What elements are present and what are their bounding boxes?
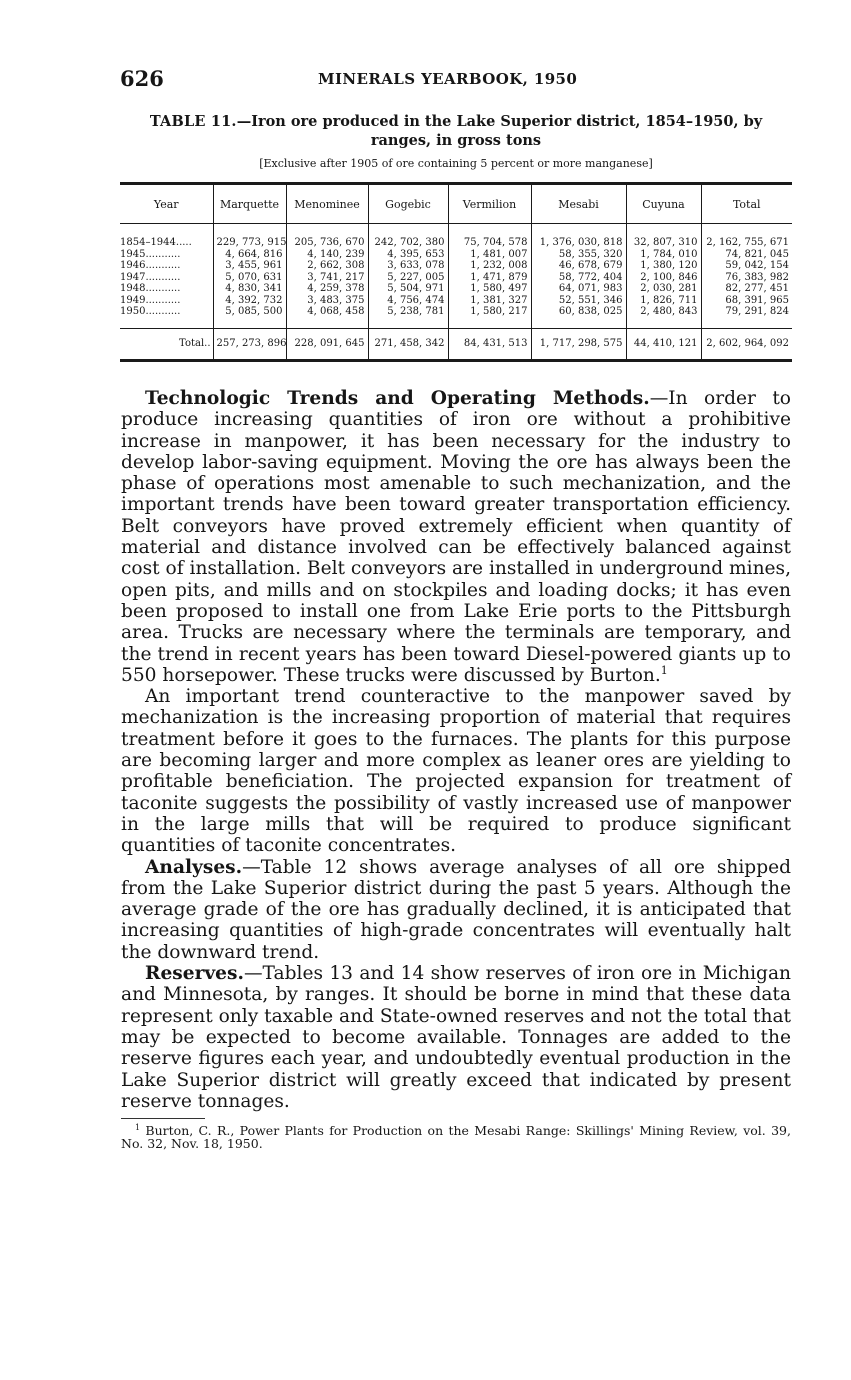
total-value: 2, 602, 964, 092 — [701, 328, 792, 360]
total-value: 271, 458, 342 — [368, 328, 448, 360]
total-value: 228, 091, 645 — [286, 328, 368, 360]
paragraph-counteractive-trend — [121, 686, 791, 856]
paragraph-reserves — [121, 963, 791, 1112]
total-value: 84, 431, 513 — [448, 328, 531, 360]
table-caption-line1: —Iron ore produced in the Lake Superior district, 1854–1950, by — [236, 113, 763, 130]
section-heading: Reserves. — [145, 963, 244, 985]
paragraph-text: —Tables 13 and 14 show reserves of iron ore in Michigan and Minnesota, by ranges. It should be borne in mind that these data represent only taxable and State-owned reserves and not the total that may be expected to become available. Tonnages are added to the reserve figures each year, and undoubtedly eventual production in the Lake Superior district will greatly exceed that indicated by present reserve tonnages. — [121, 963, 792, 1112]
total-value: 44, 410, 121 — [626, 328, 701, 360]
total-label: Total.. — [120, 328, 213, 360]
paragraph-analyses — [121, 857, 791, 963]
paragraph-text: —Table 12 shows average analyses of all ore shipped from the Lake Superior district during the past 5 years. Although the average grade of the ore has gradually declined, it is anticipated that increasing quantities of high-grade concentrates will eventually halt the downward trend. — [121, 856, 791, 963]
body-text — [121, 388, 791, 1112]
menominee-cell: 205, 736, 670 4, 140, 239 2, 662, 308 3, 741, 217 4, 259, 378 3, 483, 375 4, 068, 458 — [286, 224, 368, 329]
column-header: Vermilion — [448, 184, 531, 224]
total-cell: 2, 162, 755, 671 74, 821, 045 59, 042, 154 76, 383, 982 82, 277, 451 68, 391, 965 79, 291, 824 — [701, 224, 792, 329]
table-caption — [120, 112, 792, 150]
column-header: Mesabi — [531, 184, 626, 224]
footnote — [121, 1124, 791, 1150]
total-value: 257, 273, 896 — [213, 328, 286, 360]
column-header: Total — [701, 184, 792, 224]
footnote-reference: 1 — [660, 663, 668, 677]
table-caption-label: TABLE 11. — [149, 113, 237, 130]
column-header: Cuyuna — [626, 184, 701, 224]
marquette-cell: 229, 773, 915 4, 664, 816 3, 455, 961 5, 070, 631 4, 830, 341 4, 392, 732 5, 085, 500 — [213, 224, 286, 329]
paragraph-technologic-trends — [121, 388, 791, 686]
total-value: 1, 717, 298, 575 — [531, 328, 626, 360]
footnote-text: Burton, C. R., Power Plants for Production on the Mesabi Range: Skillings' Mining Review, vol. 39, No. 32, Nov. 18, 1950. — [121, 1123, 791, 1151]
column-header: Marquette — [213, 184, 286, 224]
table-caption-line2: ranges, in gross tons — [370, 132, 542, 149]
table-subcaption: [Exclusive after 1905 of ore containing 5 percent or more manganese] — [259, 157, 653, 170]
iron-ore-table — [120, 182, 792, 362]
section-heading: Technologic Trends and Operating Methods. — [145, 388, 650, 409]
page-number: 626 — [120, 66, 164, 91]
running-title: MINERALS YEARBOOK, 1950 — [318, 70, 578, 88]
paragraph-text: An important trend counteractive to the manpower saved by mechanization is the increasing proportion of material that requires treatment before it goes to the furnaces. The plants for this purpose are becoming larger and more complex as leaner ores are yielding to profitable beneficiation. The projected expansion for treatment of taconite suggests the possibility of vastly increased use of manpower in the large mills that will be required to produce significant quantities of taconite concentrates. — [121, 686, 791, 857]
table-body-row — [120, 224, 792, 329]
cuyuna-cell: 32, 807, 310 1, 784, 010 1, 380, 120 2, 100, 846 2, 030, 281 1, 826, 711 2, 480, 843 — [626, 224, 701, 329]
year-cell: 1854–1944..... 1945........... 1946........... 1947........... 1948........... 1949........... 1950........... — [120, 237, 192, 317]
footnote-divider — [121, 1118, 205, 1119]
table-total-row — [120, 328, 792, 360]
column-header: Year — [120, 184, 213, 224]
vermilion-cell: 75, 704, 578 1, 481, 007 1, 232, 008 1, 471, 879 1, 580, 497 1, 381, 327 1, 580, 217 — [448, 224, 531, 329]
section-heading: Analyses. — [145, 856, 243, 878]
table-header-row — [120, 184, 792, 224]
gogebic-cell: 242, 702, 380 4, 395, 653 3, 633, 078 5, 227, 005 5, 504, 971 4, 756, 474 5, 238, 781 — [368, 224, 448, 329]
mesabi-cell: 1, 376, 030, 818 58, 355, 320 46, 678, 679 58, 772, 404 64, 071, 983 52, 551, 346 60, 838, 025 — [531, 224, 626, 329]
paragraph-text: —In order to produce increasing quantities of iron ore without a prohibitive increase in manpower, it has been necessary for the industry to develop labor-saving equipment. Moving the ore has always been the phase of operations most amenable to such mechanization, and the important trends have been toward greater transportation efficiency. Belt conveyors have proved extremely efficient when quantity of material and distance involved can be effectively balanced against cost of installation. Belt conveyors are installed in underground mines, open pits, and mills and on stockpiles and loading docks; it has even been proposed to install one from Lake Erie ports to the Pittsburgh area. Trucks are necessary where the terminals are temporary, and the trend in recent years has been toward Diesel-powered giants up to 550 horsepower. These trucks were discussed by Burton. — [121, 388, 792, 686]
column-header: Menominee — [286, 184, 368, 224]
column-header: Gogebic — [368, 184, 448, 224]
footnote-marker: 1 — [135, 1122, 141, 1132]
